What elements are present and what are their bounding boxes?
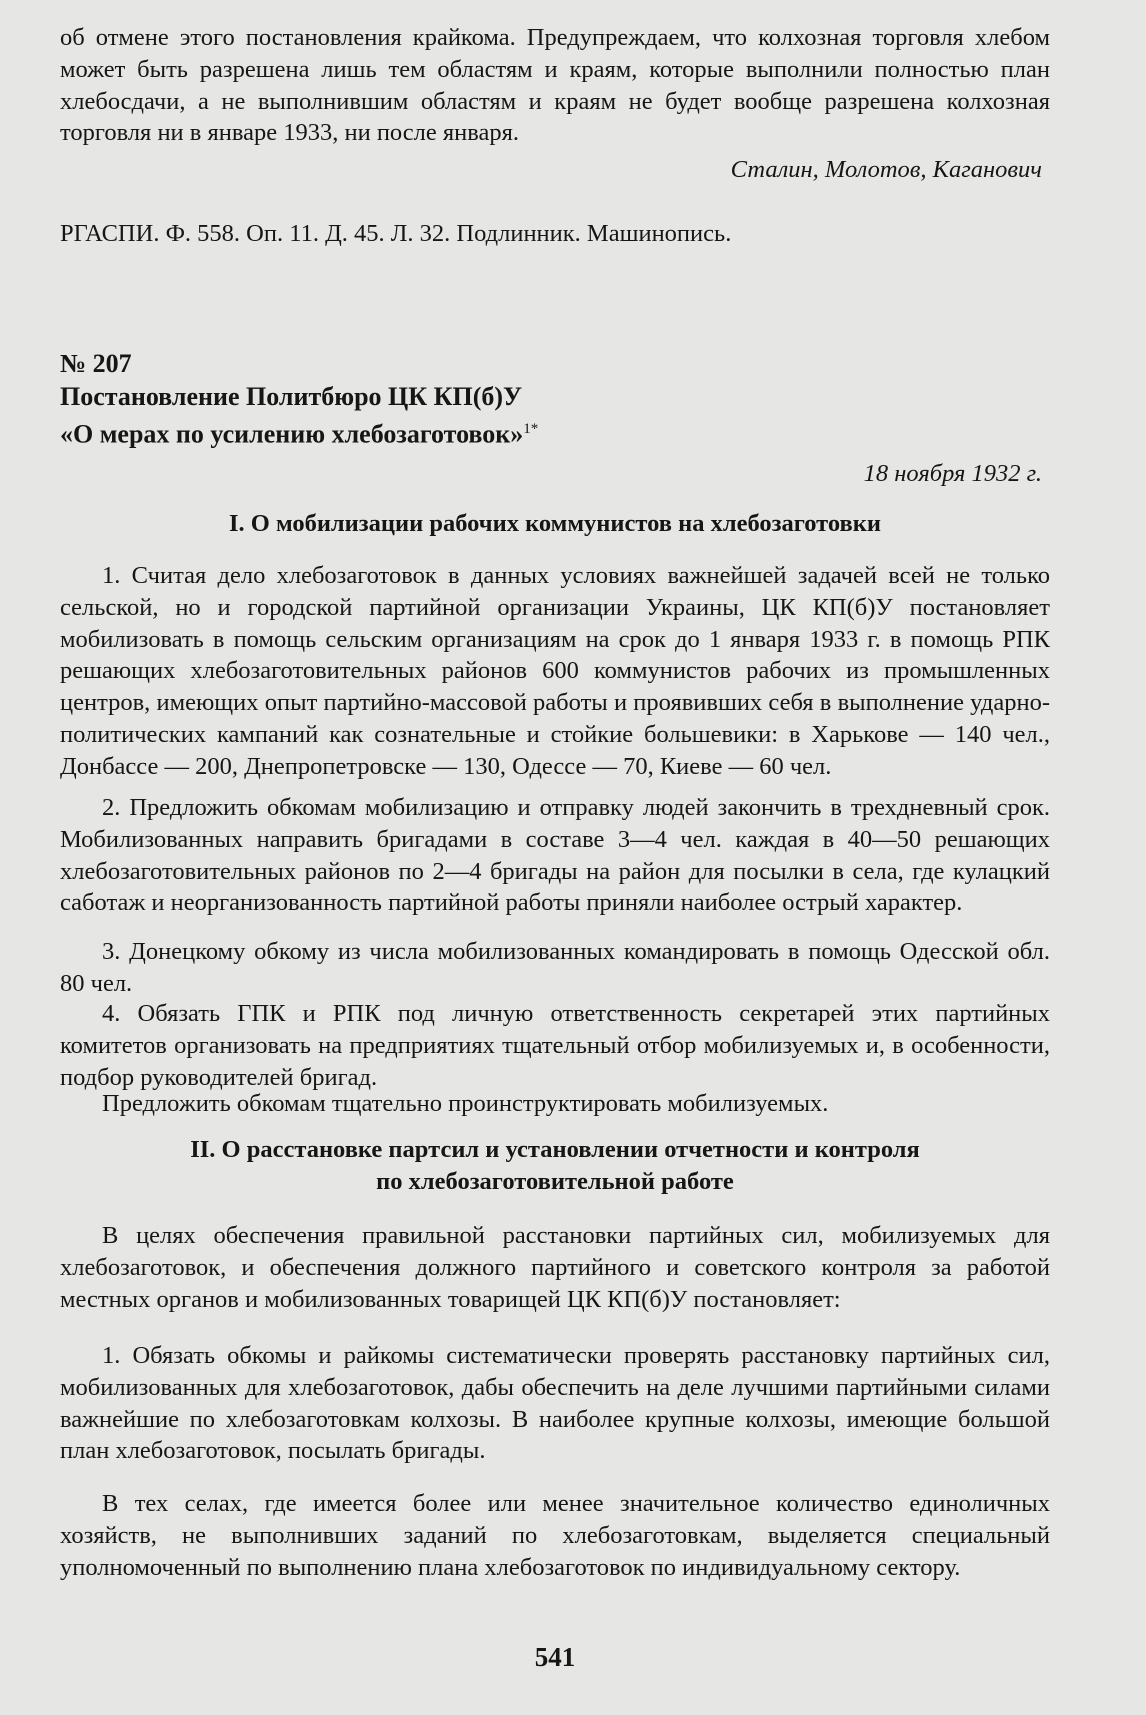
section-1-paragraph-3: 3. Донецкому обкому из числа мобилизованных командировать в помощь Одесской обл. 80 чел.	[60, 938, 1050, 997]
section-1-paragraph-4: 4. Обязать ГПК и РПК под личную ответственность секретарей этих партийных комитетов организовать на предприятиях тщательный отбор мобилизуемых и, в особенности, подбор руководителей бригад.	[60, 1000, 1050, 1091]
footnote-marker: 1*	[523, 421, 539, 437]
section-2-paragraph-3: В тех селах, где имеется более или менее значительное количество единоличных хозяйств, не выполнивших заданий по хлебозаготовкам, выделяется специальный уполномоченный по выполнению плана хлебозаготовок по индивидуальному сектору.	[60, 1490, 1050, 1581]
document-date: 18 ноября 1932 г.	[863, 460, 1042, 487]
signatures: Сталин, Молотов, Каганович	[730, 156, 1042, 183]
document-title-line-2	[60, 413, 1050, 451]
section-1-paragraph-2: 2. Предложить обкомам мобилизацию и отправку людей закончить в трехдневный срок. Мобилизованных направить бригадами в составе 3—4 чел. каждая в 40—50 решающих хлебозаготовительных районов по 2—4 бригады на район для посылки в села, где кулацкий саботаж и неорганизованность партийной работы приняли наиболее острый характер.	[60, 794, 1050, 917]
document-number: № 207	[60, 349, 132, 378]
document-title-text: «О мерах по усилению хлебозаготовок»	[60, 419, 524, 449]
section-2-heading-line-1: II. О расстановке партсил и установлении отчетности и контроля	[190, 1136, 920, 1163]
intro-paragraph: об отмене этого постановления крайкома. Предупреждаем, что колхозная торговля хлебом может быть разрешена лишь тем областям и краям, которые выполнили полностью план хлебосдачи, а не выполнившим областям и краям не будет вообще разрешена колхозная торговля ни в январе 1933, ни после января.	[60, 24, 1050, 147]
document-title	[60, 380, 1050, 451]
page-number: 541	[534, 1642, 576, 1672]
archive-reference: РГАСПИ. Ф. 558. Оп. 11. Д. 45. Л. 32. Подлинник. Машинопись.	[60, 220, 732, 247]
section-2-heading-line-2: по хлебозаготовительной работе	[376, 1167, 734, 1195]
section-1-heading: I. О мобилизации рабочих коммунистов на хлебозаготовки	[228, 510, 881, 537]
section-2-paragraph-1: В целях обеспечения правильной расстановки партийных сил, мобилизуемых для хлебозаготовок, и обеспечения должного партийного и советского контроля за работой местных органов и мобилизованных товарищей ЦК КП(б)У постановляет:	[60, 1222, 1050, 1313]
section-1-paragraph-1: 1. Считая дело хлебозаготовок в данных условиях важнейшей задачей всей не только сельской, но и городской партийной организации Украины, ЦК КП(б)У постановляет мобилизовать в помощь сельским организациям на срок до 1 января 1933 г. в помощь РПК решающих хлебозаготовительных районов 600 коммунистов рабочих из промышленных центров, имеющих опыт партийно-массовой работы и проявивших себя в выполнение ударно-политических кампаний как сознательные и стойкие большевики: в Харькове — 140 чел., Донбассе — 200, Днепропетровске — 130, Одессе — 70, Киеве — 60 чел.	[60, 562, 1050, 780]
document-title-line-1: Постановление Политбюро ЦК КП(б)У	[60, 382, 523, 411]
section-2-paragraph-2: 1. Обязать обкомы и райкомы систематически проверять расстановку партийных сил, мобилизованных для хлебозаготовок, дабы обеспечить на деле лучшими партийными силами важнейшие по хлебозаготовкам колхозы. В наиболее крупные колхозы, имеющие большой план хлебозаготовок, посылать бригады.	[60, 1342, 1050, 1465]
document-page	[60, 22, 1050, 1702]
section-1-paragraph-5: Предложить обкомам тщательно проинструктировать мобилизуемых.	[102, 1090, 829, 1117]
section-2-heading	[60, 1134, 1050, 1198]
